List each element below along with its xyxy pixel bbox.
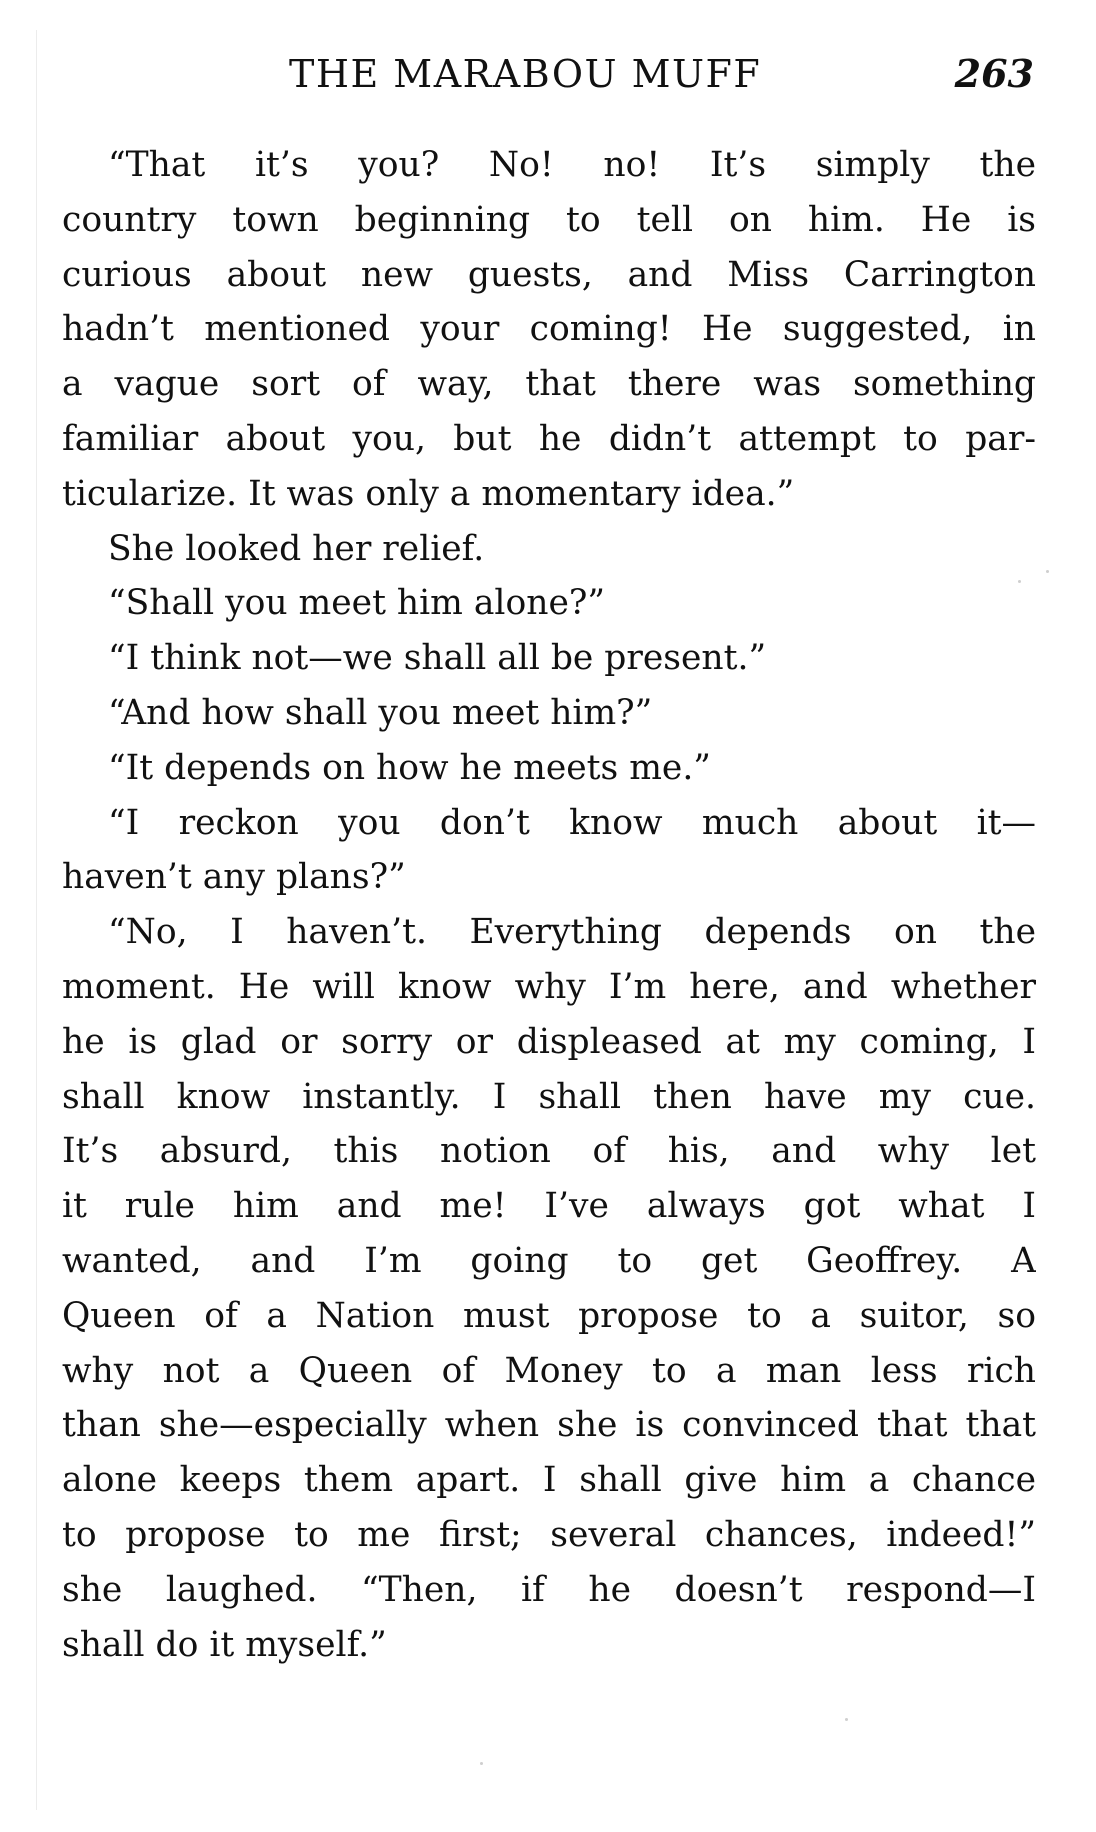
text-line: wanted, and I’m going to get Geoffrey. A <box>62 1240 1036 1281</box>
page-number: 263 <box>954 51 1034 96</box>
text-line: haven’t any plans?” <box>62 857 406 898</box>
running-title: THE MARABOU MUFF <box>289 52 762 96</box>
text-line: alone keeps them apart. I shall give him a chance <box>62 1460 1036 1501</box>
paper-speck <box>845 1718 848 1721</box>
text-line: she laughed. “Then, if he doesn’t respond—I <box>62 1569 1036 1610</box>
text-line: a vague sort of way, that there was something <box>62 364 1036 405</box>
text-line: shall do it myself.” <box>62 1624 387 1665</box>
text-line: “Shall you meet him alone?” <box>108 583 605 624</box>
text-line: shall know instantly. I shall then have my cue. <box>62 1076 1036 1117</box>
text-line: “No, I haven’t. Everything depends on the <box>108 912 1036 953</box>
paper-speck <box>1046 570 1049 573</box>
text-line: She looked her relief. <box>108 528 485 569</box>
text-line: curious about new guests, and Miss Carrington <box>62 254 1036 295</box>
paper-speck <box>1018 580 1021 583</box>
text-line: “It depends on how he meets me.” <box>108 747 711 788</box>
text-line: why not a Queen of Money to a man less rich <box>62 1350 1036 1391</box>
text-line: country town beginning to tell on him. He is <box>62 199 1036 240</box>
text-line: it rule him and me! I’ve always got what I <box>62 1186 1036 1227</box>
text-line: It’s absurd, this notion of his, and why let <box>62 1131 1036 1172</box>
text-line: moment. He will know why I’m here, and whether <box>62 966 1036 1007</box>
paper-speck <box>480 1762 483 1765</box>
text-line: to propose to me first; several chances, indeed!” <box>62 1514 1036 1555</box>
text-line: hadn’t mentioned your coming! He suggested, in <box>62 309 1036 350</box>
text-line: “I reckon you don’t know much about it— <box>108 802 1036 843</box>
text-line: than she—especially when she is convinced that that <box>62 1405 1036 1446</box>
text-line: “That it’s you? No! no! It’s simply the <box>108 145 1036 185</box>
text-line: ticularize. It was only a momentary idea.” <box>62 473 795 514</box>
text-line: “And how shall you meet him?” <box>108 692 653 733</box>
text-line: “I think not—we shall all be present.” <box>108 638 767 679</box>
text-line: familiar about you, but he didn’t attempt to par- <box>62 418 1036 459</box>
page-header <box>62 44 1036 104</box>
text-line: Queen of a Nation must propose to a suitor, so <box>62 1295 1036 1336</box>
page-edge <box>36 30 37 1810</box>
body-text <box>62 138 1036 1672</box>
text-line: he is glad or sorry or displeased at my coming, I <box>62 1021 1036 1062</box>
